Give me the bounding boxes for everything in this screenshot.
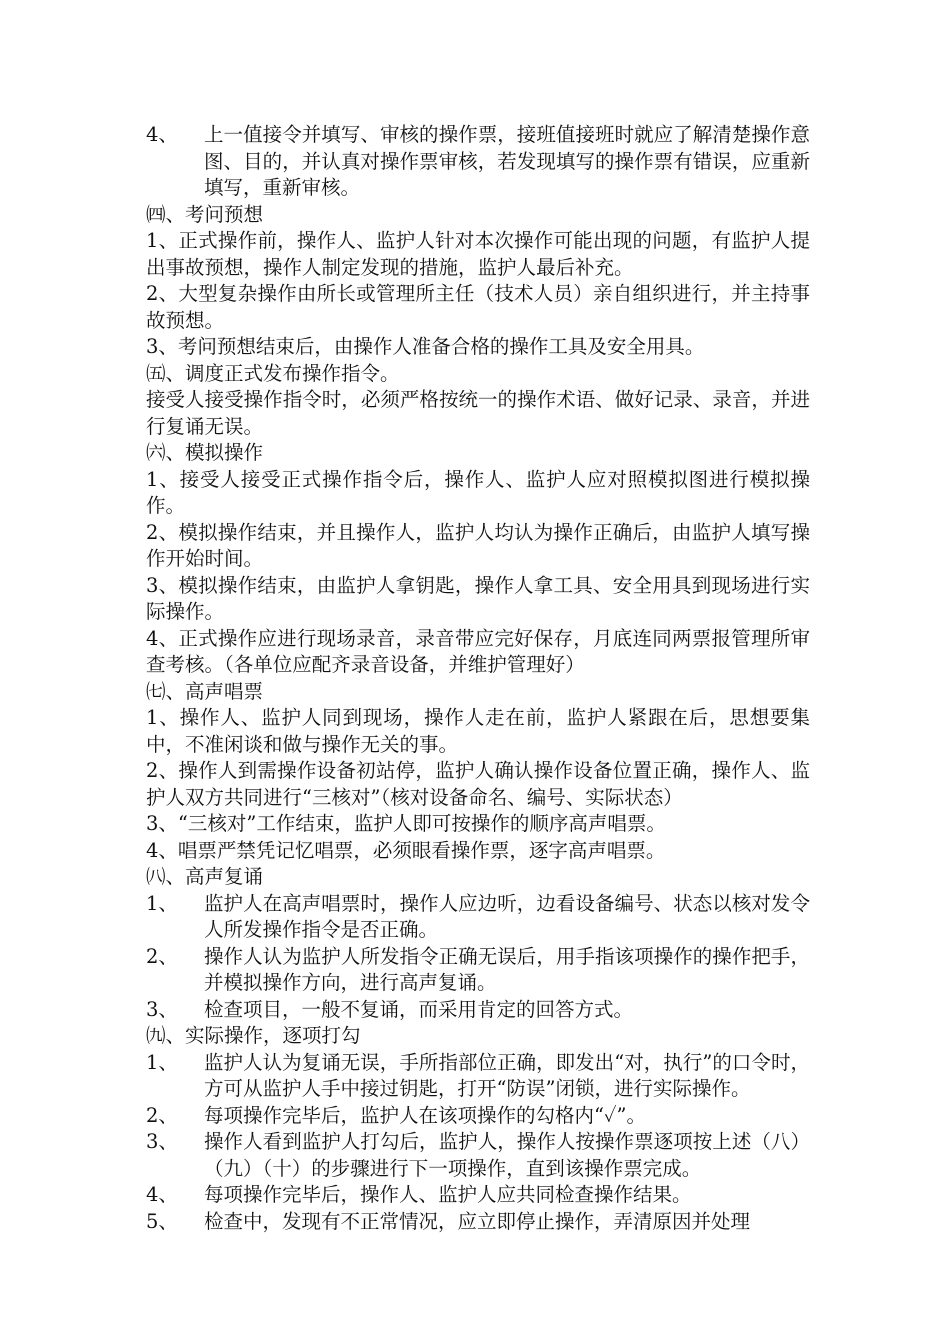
numbered-item	[146, 1182, 810, 1209]
paragraph: 3、考问预想结束后，由操作人准备合格的操作工具及安全用具。	[146, 335, 705, 358]
paragraph: 2、操作人到需操作设备初站停，监护人确认操作设备位置正确，操作人、监护人双方共同进行“三核对”（核对设备命名、编号、实际状态）	[146, 759, 810, 809]
numbered-item	[146, 1103, 810, 1130]
item-text: 每项操作完毕后，操作人、监护人应共同检查操作结果。	[204, 1183, 692, 1206]
numbered-item	[146, 1209, 810, 1236]
section-heading: ㈤、调度正式发布操作指令。	[146, 361, 400, 385]
section-heading: ㈣、考问预想	[146, 202, 264, 226]
numbered-item	[146, 122, 810, 202]
item-text: 检查中，发现有不正常情况，应立即停止操作，弄清原因并处理	[204, 1209, 751, 1233]
item-number: 1、	[146, 1050, 178, 1074]
paragraph: 2、模拟操作结束，并且操作人，监护人均认为操作正确后，由监护人填写操作开始时间。	[146, 520, 810, 570]
section-heading: ㈦、高声唱票	[146, 679, 264, 703]
item-number: 3、	[146, 997, 178, 1021]
numbered-item	[146, 1050, 810, 1103]
paragraph: 3、模拟操作结束，由监护人拿钥匙，操作人拿工具、安全用具到现场进行实际操作。	[146, 573, 810, 623]
item-text: 监护人认为复诵无误，手所指部位正确，即发出“对，执行”的口令时，方可从监护人手中接过钥匙，打开“防误”闭锁，进行实际操作。	[204, 1050, 810, 1100]
item-number: 4、	[146, 1183, 178, 1206]
item-text: 监护人在高声唱票时，操作人应边听，边看设备编号、状态以核对发令人所发操作指令是否正确。	[204, 891, 810, 941]
item-text: 检查项目，一般不复诵，而采用肯定的回答方式。	[204, 997, 634, 1021]
document-body	[146, 122, 810, 1235]
numbered-item	[146, 1129, 810, 1182]
item-text: 操作人认为监护人所发指令正确无误后，用手指该项操作的操作把手，并模拟操作方向，进行高声复诵。	[204, 944, 810, 994]
item-text: 操作人看到监护人打勾后，监护人，操作人按操作票逐项按上述（八）（九）（十）的步骤进行下一项操作，直到该操作票完成。	[204, 1130, 810, 1180]
paragraph: 3、“三核对”工作结束，监护人即可按操作的顺序高声唱票。	[146, 812, 666, 835]
section-heading: ㈨、实际操作，逐项打勾	[146, 1024, 361, 1047]
item-text: 上一值接令并填写、审核的操作票，接班值接班时就应了解清楚操作意图、目的，并认真对操作票审核，若发现填写的操作票有错误，应重新填写，重新审核。	[204, 123, 810, 199]
section-heading: ㈥、模拟操作	[146, 441, 264, 464]
paragraph: 1、操作人、监护人同到现场，操作人走在前，监护人紧跟在后，思想要集中，不准闲谈和做与操作无关的事。	[146, 706, 810, 756]
item-number: 1、	[146, 891, 178, 915]
numbered-item	[146, 997, 810, 1024]
item-number: 5、	[146, 1209, 178, 1233]
paragraph: 1、接受人接受正式操作指令后，操作人、监护人应对照模拟图进行模拟操作。	[146, 467, 810, 517]
section-heading: ㈧、高声复诵	[146, 865, 264, 888]
paragraph: 1、正式操作前，操作人、监护人针对本次操作可能出现的问题，有监护人提出事故预想，操作人制定发现的措施，监护人最后补充。	[146, 229, 810, 279]
item-text: 每项操作完毕后，监护人在该项操作的勾格内“✓”。	[204, 1103, 647, 1127]
numbered-item	[146, 891, 810, 944]
paragraph: 4、唱票严禁凭记忆唱票，必须眼看操作票，逐字高声唱票。	[146, 838, 666, 862]
item-number: 2、	[146, 944, 178, 968]
paragraph: 2、大型复杂操作由所长或管理所主任（技术人员）亲自组织进行，并主持事故预想。	[146, 282, 810, 332]
paragraph: 接受人接受操作指令时，必须严格按统一的操作术语、做好记录、录音，并进行复诵无误。	[146, 388, 810, 438]
item-number: 3、	[146, 1130, 178, 1153]
paragraph: 4、正式操作应进行现场录音，录音带应完好保存，月底连同两票报管理所审查考核。（各单位应配齐录音设备，并维护管理好）	[146, 626, 810, 676]
item-number: 2、	[146, 1103, 178, 1127]
numbered-item	[146, 944, 810, 997]
item-number: 4、	[146, 123, 178, 146]
